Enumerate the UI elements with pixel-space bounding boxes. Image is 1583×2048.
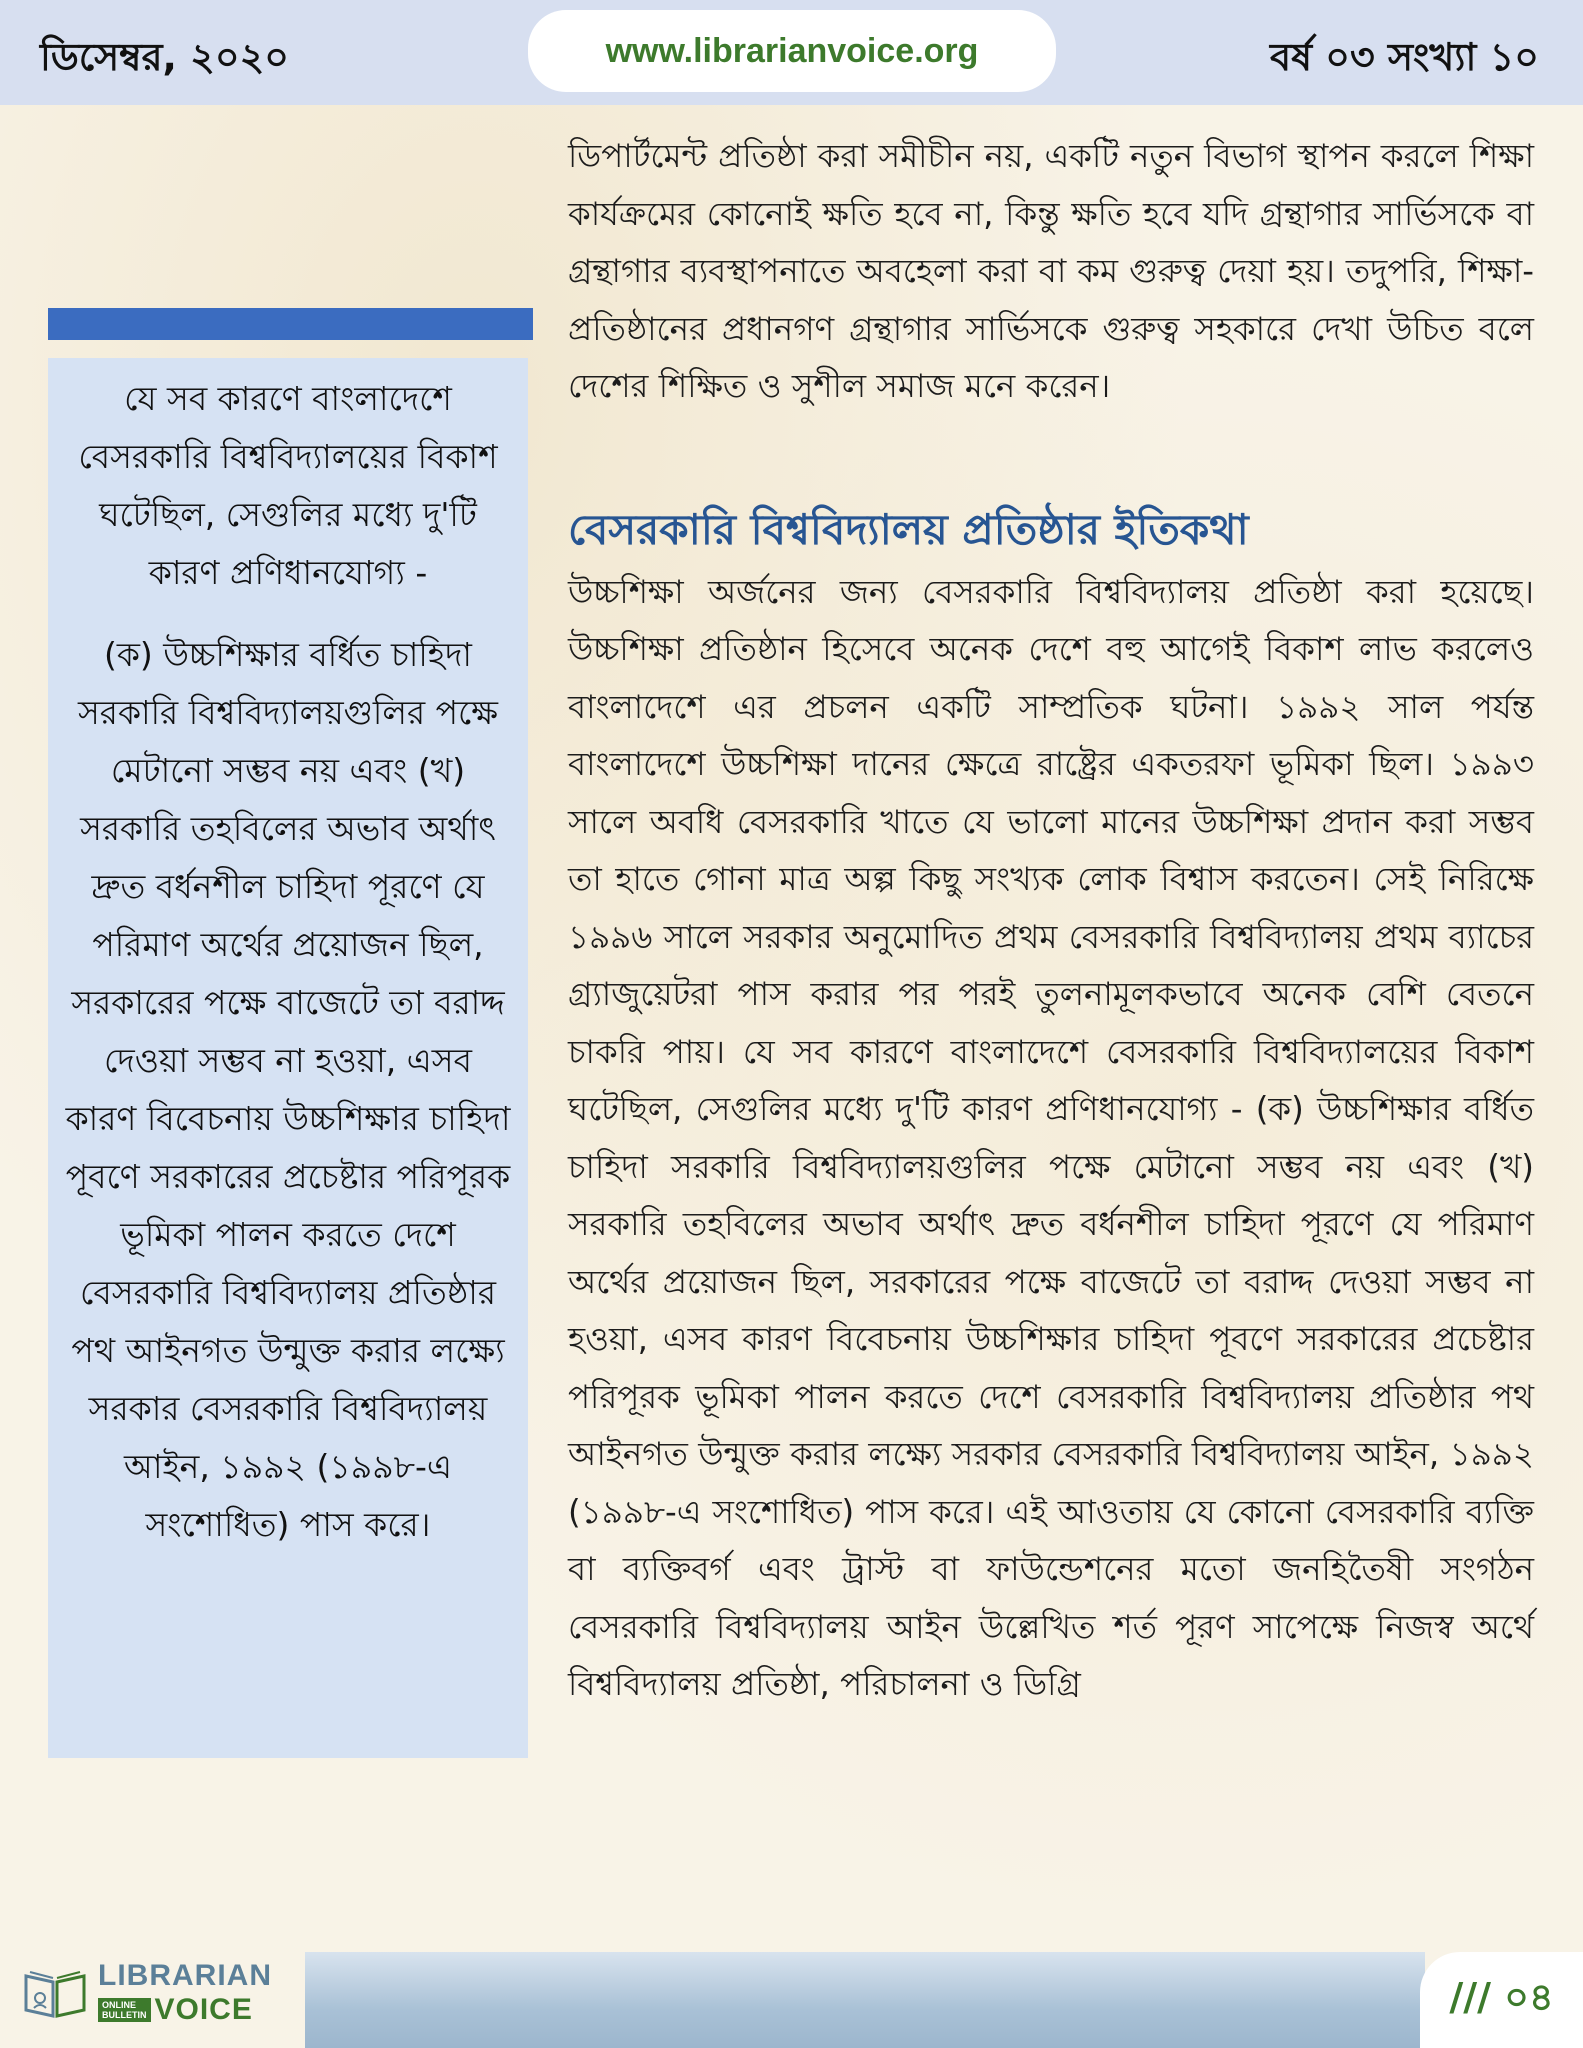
header-url-pill[interactable] — [528, 10, 1056, 92]
logo-line-voice: VOICE — [154, 1992, 253, 2026]
sidebar-paragraph: যে সব কারণে বাংলাদেশে বেসরকারি বিশ্ববিদ্যালয়ের বিকাশ ঘটেছিল, সেগুলির মধ্যে দু'টি কারণ প্রণিধানযোগ্য - — [78, 379, 498, 592]
sidebar-paragraph: (ক) উচ্চশিক্ষার বর্ধিত চাহিদা সরকারি বিশ্ববিদ্যালয়গুলির পক্ষে মেটানো সম্ভব নয় এবং (খ) সরকারি তহবিলের অভাব অর্থাৎ দ্রুত বর্ধনশীল চাহিদা পূরণে যে পরিমাণ অর্থের প্রয়োজন ছিল, সরকারের পক্ষে বাজেটে তা বরাদ্দ দেওয়া সম্ভব না হওয়া, এসব কারণ বিবেচনায় উচ্চশিক্ষার চাহিদা পূবণে সরকারের প্রচেষ্টার পরিপূরক ভূমিকা পালন করতে দেশে বেসরকারি বিশ্ববিদ্যালয় প্রতিষ্ঠার পথ আইনগত উন্মুক্ত করার লক্ষ্যে সরকার বেসরকারি বিশ্ববিদ্যালয় আইন, ১৯৯২ (১৯৯৮-এ সংশোধিত) পাস করে। — [65, 635, 511, 1544]
body-paragraph: উচ্চশিক্ষা অর্জনের জন্য বেসরকারি বিশ্ববিদ্যালয় প্রতিষ্ঠা করা হয়েছে। উচ্চশিক্ষা প্রতিষ্ঠান হিসেবে অনেক দেশে বহু আগেই বিকাশ লাভ করলেও বাংলাদেশে এর প্রচলন একটি সাম্প্রতিক ঘটনা। ১৯৯২ সাল পর্যন্ত বাংলাদেশে উচ্চশিক্ষা দানের ক্ষেত্রে রাষ্ট্রের একতরফা ভূমিকা ছিল। ১৯৯৩ সালে অবধি বেসরকারি খাতে যে ভালো মানের উচ্চশিক্ষা প্রদান করা সম্ভব তা হাতে গোনা মাত্র অল্প কিছু সংখ্যক লোক বিশ্বাস করতেন। সেই নিরিক্ষে ১৯৯৬ সালে সরকার অনুমোদিত প্রথম বেসরকারি বিশ্ববিদ্যালয় প্রথম ব্যাচের গ্র্যাজুয়েটরা পাস করার পর পরই তুলনামূলকভাবে অনেক বেশি বেতনে চাকরি পায়। যে সব কারণে বাংলাদেশে বেসরকারি বিশ্ববিদ্যালয়ের বিকাশ ঘটেছিল, সেগুলির মধ্যে দু'টি কারণ প্রণিধানযোগ্য - (ক) উচ্চশিক্ষার বর্ধিত চাহিদা সরকারি বিশ্ববিদ্যালয়গুলির পক্ষে মেটানো সম্ভব নয় এবং (খ) সরকারি তহবিলের অভাব অর্থাৎ দ্রুত বর্ধনশীল চাহিদা পূরণে যে পরিমাণ অর্থের প্রয়োজন ছিল, সরকারের পক্ষে বাজেটে তা বরাদ্দ দেওয়া সম্ভব না হওয়া, এসব কারণ বিবেচনায় উচ্চশিক্ষার চাহিদা পূবণে সরকারের প্রচেষ্টার পরিপূরক ভূমিকা পালন করতে দেশে বেসরকারি বিশ্ববিদ্যালয় প্রতিষ্ঠার পথ আইনগত উন্মুক্ত করার লক্ষ্যে সরকার বেসরকারি বিশ্ববিদ্যালয় আইন, ১৯৯২ (১৯৯৮-এ সংশোধিত) পাস করে। এই আওতায় যে কোনো বেসরকারি ব্যক্তি বা ব্যক্তিবর্গ এবং ট্রাস্ট বা ফাউন্ডেশনের মতো জনহিতৈষী সংগঠন বেসরকারি বিশ্ববিদ্যালয় আইন উল্লেখিত শর্ত পূরণ সাপেক্ষে নিজস্ব অর্থে বিশ্ববিদ্যালয় প্রতিষ্ঠা, পরিচালনা ও ডিগ্রি — [568, 572, 1534, 1703]
logo-row-voice — [98, 1993, 272, 2027]
page-number-pill — [1420, 1952, 1583, 2048]
main-article-column — [568, 128, 1534, 1714]
librarian-voice-logo[interactable] — [20, 1945, 305, 2040]
section-heading: বেসরকারি বিশ্ববিদ্যালয় প্রতিষ্ঠার ইতিকথা — [568, 504, 1249, 554]
open-book-icon — [20, 1958, 90, 2028]
header-issue-number: বর্ষ ০৩ সংখ্যা ১০ — [1269, 35, 1539, 79]
logo-online-bulletin-badge — [98, 1998, 151, 2022]
header-date: ডিসেম্বর, ২০২০ — [40, 35, 289, 79]
logo-wordmark — [98, 1959, 272, 2027]
footer-water-image — [305, 1952, 1425, 2048]
page-number: /// ০৪ — [1449, 1975, 1554, 2019]
sidebar-callout-box — [48, 358, 528, 1758]
intro-paragraph: ডিপার্টমেন্ট প্রতিষ্ঠা করা সমীচীন নয়, একটি নতুন বিভাগ স্থাপন করলে শিক্ষা কার্যক্রমের কোনোই ক্ষতি হবে না, কিন্তু ক্ষতি হবে যদি গ্রন্থাগার সার্ভিসকে বা গ্রন্থাগার ব্যবস্থাপনাতে অবহেলা করা বা কম গুরুত্ব দেয়া হয়। তদুপরি, শিক্ষা-প্রতিষ্ঠানের প্রধানগণ গ্রন্থাগার সার্ভিসকে গুরুত্ব সহকারে দেখা উচিত বলে দেশের শিক্ষিত ও সুশীল সমাজ মনে করেন। — [568, 137, 1534, 405]
logo-badge-bulletin: BULLETIN — [102, 2009, 147, 2020]
sidebar-accent-bar — [48, 308, 533, 340]
header-url-link[interactable]: www.librarianvoice.org — [605, 31, 979, 70]
logo-badge-online: ONLINE — [102, 1999, 137, 2010]
logo-line-librarian: LIBRARIAN — [98, 1958, 272, 1992]
